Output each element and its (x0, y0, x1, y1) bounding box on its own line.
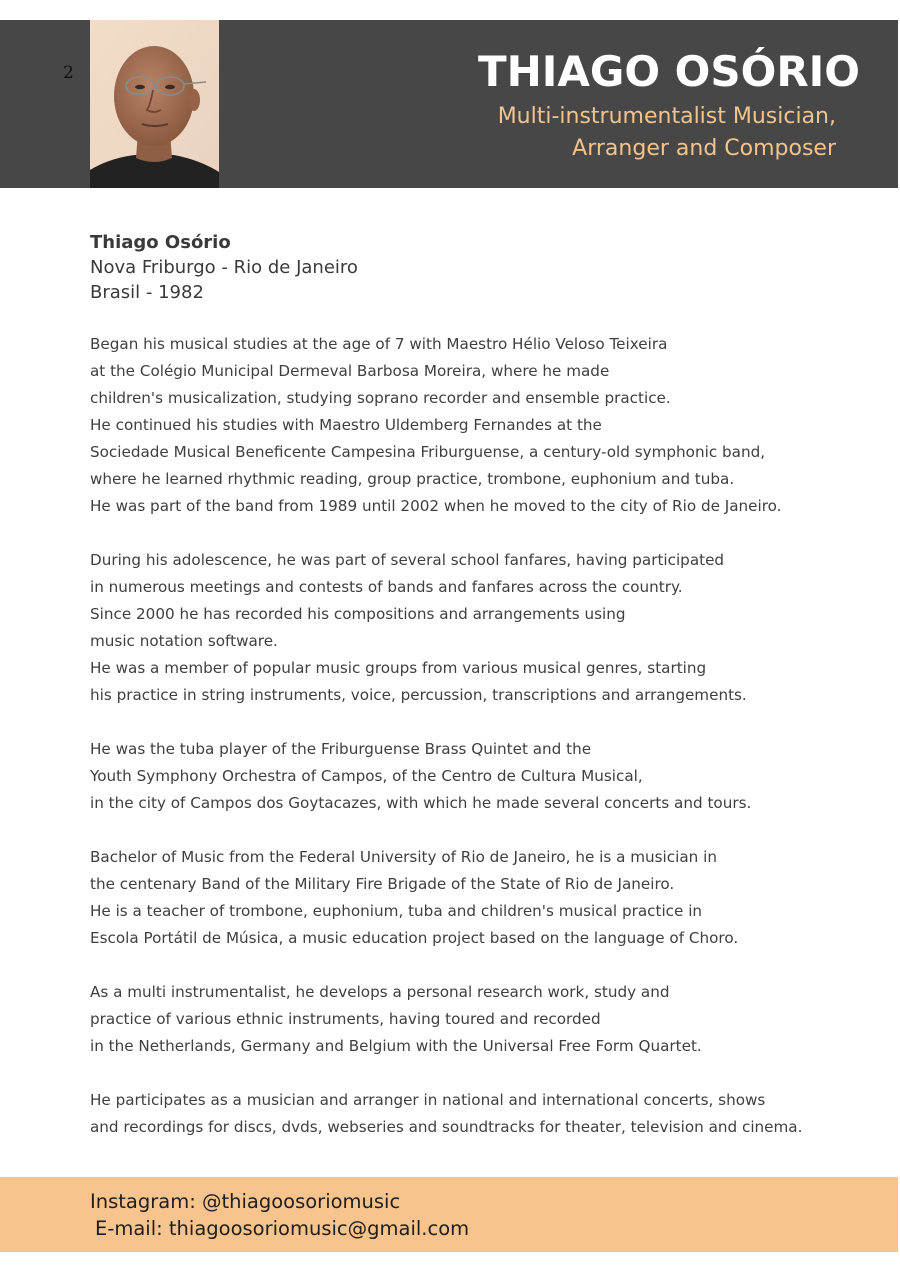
text-line: He participates as a musician and arranger in national and international concerts, shows (90, 1091, 766, 1109)
text-line: Bachelor of Music from the Federal University of Rio de Janeiro, he is a musician in (90, 848, 717, 866)
text-line: He was part of the band from 1989 until 2002 when he moved to the city of Rio de Janeiro. (90, 497, 782, 515)
paragraph (90, 736, 880, 817)
text-line: Escola Portátil de Música, a music education project based on the language of Choro. (90, 929, 739, 947)
text-line: He continued his studies with Maestro Uldemberg Fernandes at the (90, 416, 602, 434)
biography-text (90, 331, 880, 1168)
text-line: During his adolescence, he was part of several school fanfares, having participated (90, 551, 725, 569)
email-address: E-mail: thiagoosoriomusic@gmail.com (95, 1217, 470, 1240)
text-line: music notation software. (90, 632, 278, 650)
text-line: practice of various ethnic instruments, having toured and recorded (90, 1010, 601, 1028)
intro-name: Thiago Osório (90, 232, 231, 253)
text-line: He was the tuba player of the Friburguense Brass Quintet and the (90, 740, 592, 758)
text-line: As a multi instrumentalist, he develops a personal research work, study and (90, 983, 670, 1001)
contact-info (90, 1188, 469, 1242)
text-line: Since 2000 he has recorded his compositions and arrangements using (90, 605, 626, 623)
text-line: in the Netherlands, Germany and Belgium with the Universal Free Form Quartet. (90, 1037, 702, 1055)
text-line: Youth Symphony Orchestra of Campos, of the Centro de Cultura Musical, (90, 767, 643, 785)
paragraph (90, 547, 880, 709)
text-line: where he learned rhythmic reading, group practice, trombone, euphonium and tuba. (90, 470, 735, 488)
text-line: the centenary Band of the Military Fire Brigade of the State of Rio de Janeiro. (90, 875, 675, 893)
portrait-photo (90, 20, 219, 188)
text-line: at the Colégio Municipal Dermeval Barbosa Moreira, where he made (90, 362, 610, 380)
paragraph (90, 1087, 880, 1141)
intro-origin: Brasil - 1982 (90, 282, 204, 303)
header-subtitle (498, 101, 836, 165)
paragraph (90, 979, 880, 1060)
text-line: children's musicalization, studying soprano recorder and ensemble practice. (90, 389, 671, 407)
intro-block (90, 230, 358, 305)
text-line: and recordings for discs, dvds, webseries and soundtracks for theater, television and cinema. (90, 1118, 803, 1136)
subtitle-line: Multi-instrumentalist Musician, (497, 104, 836, 129)
text-line: Sociedade Musical Beneficente Campesina Friburguense, a century-old symphonic band, (90, 443, 766, 461)
text-line: He is a teacher of trombone, euphonium, tuba and children's musical practice in (90, 902, 703, 920)
text-line: Began his musical studies at the age of 7 with Maestro Hélio Veloso Teixeira (90, 335, 668, 353)
subtitle-line: Arranger and Composer (572, 136, 836, 161)
paragraph (90, 331, 880, 520)
text-line: in the city of Campos dos Goytacazes, with which he made several concerts and tours. (90, 794, 752, 812)
header-name: THIAGO OSÓRIO (477, 47, 860, 96)
paragraph (90, 844, 880, 952)
text-line: his practice in string instruments, voice, percussion, transcriptions and arrangements. (90, 686, 747, 704)
text-line: He was a member of popular music groups from various musical genres, starting (90, 659, 707, 677)
intro-location: Nova Friburgo - Rio de Janeiro (90, 257, 358, 278)
text-line: in numerous meetings and contests of bands and fanfares across the country. (90, 578, 683, 596)
instagram-handle: Instagram: @thiagoosoriomusic (90, 1190, 401, 1213)
page-number: 2 (63, 63, 74, 83)
